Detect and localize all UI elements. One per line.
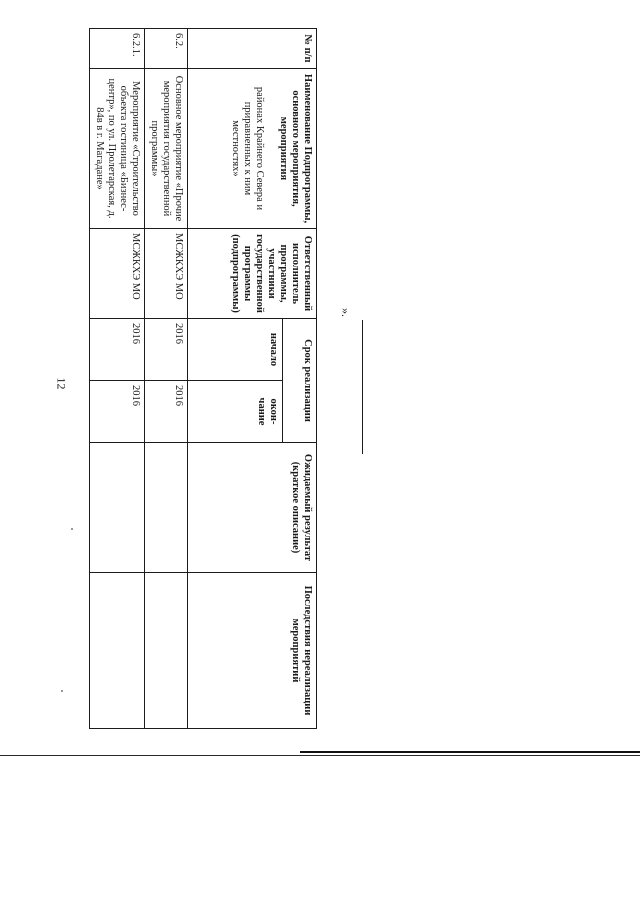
table-row [144, 29, 187, 729]
table-row [89, 29, 144, 729]
row-executor: МСЖКХЭ МО [144, 229, 187, 319]
rotated-table-wrapper [93, 28, 317, 728]
scan-edge-line-thick [300, 751, 640, 753]
header-result: Ожидаемый результат (краткое описание) [188, 443, 317, 573]
row-executor: МСЖКХЭ МО [89, 229, 144, 319]
signature-rule [362, 320, 363, 454]
row-name: Основное мероприятие «Прочие мероприятия государственной программы» [144, 69, 187, 229]
scan-edge-line [0, 755, 640, 756]
header-name [188, 69, 317, 229]
header-num: № п/п [188, 29, 317, 69]
scan-speck [61, 690, 63, 692]
closing-mark: ». [339, 308, 353, 317]
header-consequences: Последствия нереализации мероприятий [188, 573, 317, 729]
row-start: 2016 [144, 319, 187, 381]
row-end: 2016 [144, 381, 187, 443]
row-start: 2016 [89, 319, 144, 381]
row-end: 2016 [89, 381, 144, 443]
header-row-top [283, 29, 317, 729]
row-result [89, 443, 144, 573]
row-result [144, 443, 187, 573]
row-consequences [144, 573, 187, 729]
row-num: 6.2.1. [89, 29, 144, 69]
page-number: 12 [54, 377, 69, 390]
header-end: окон-чание [188, 381, 283, 443]
row-num: 6.2. [144, 29, 187, 69]
row-name: Мероприятие «Строительство объекта гостиница «Бизнес-центр», по ул. Пролетарская, д. 84в в г. Магадане» [89, 69, 144, 229]
header-executor: Ответственный исполнитель программы, участники государственной программы (подпрограммы) [188, 229, 317, 319]
measures-table [89, 28, 317, 729]
header-name-label: Наименование Подпрограммы, основного мероприятия, мероприятия [277, 73, 313, 224]
row-consequences [89, 573, 144, 729]
continuation-text: районах Крайнего Севера и приравненных к ним местностях» [229, 86, 265, 211]
scan-speck [71, 528, 73, 530]
header-period: Срок реализации [283, 319, 317, 443]
header-start: начало [188, 319, 283, 381]
